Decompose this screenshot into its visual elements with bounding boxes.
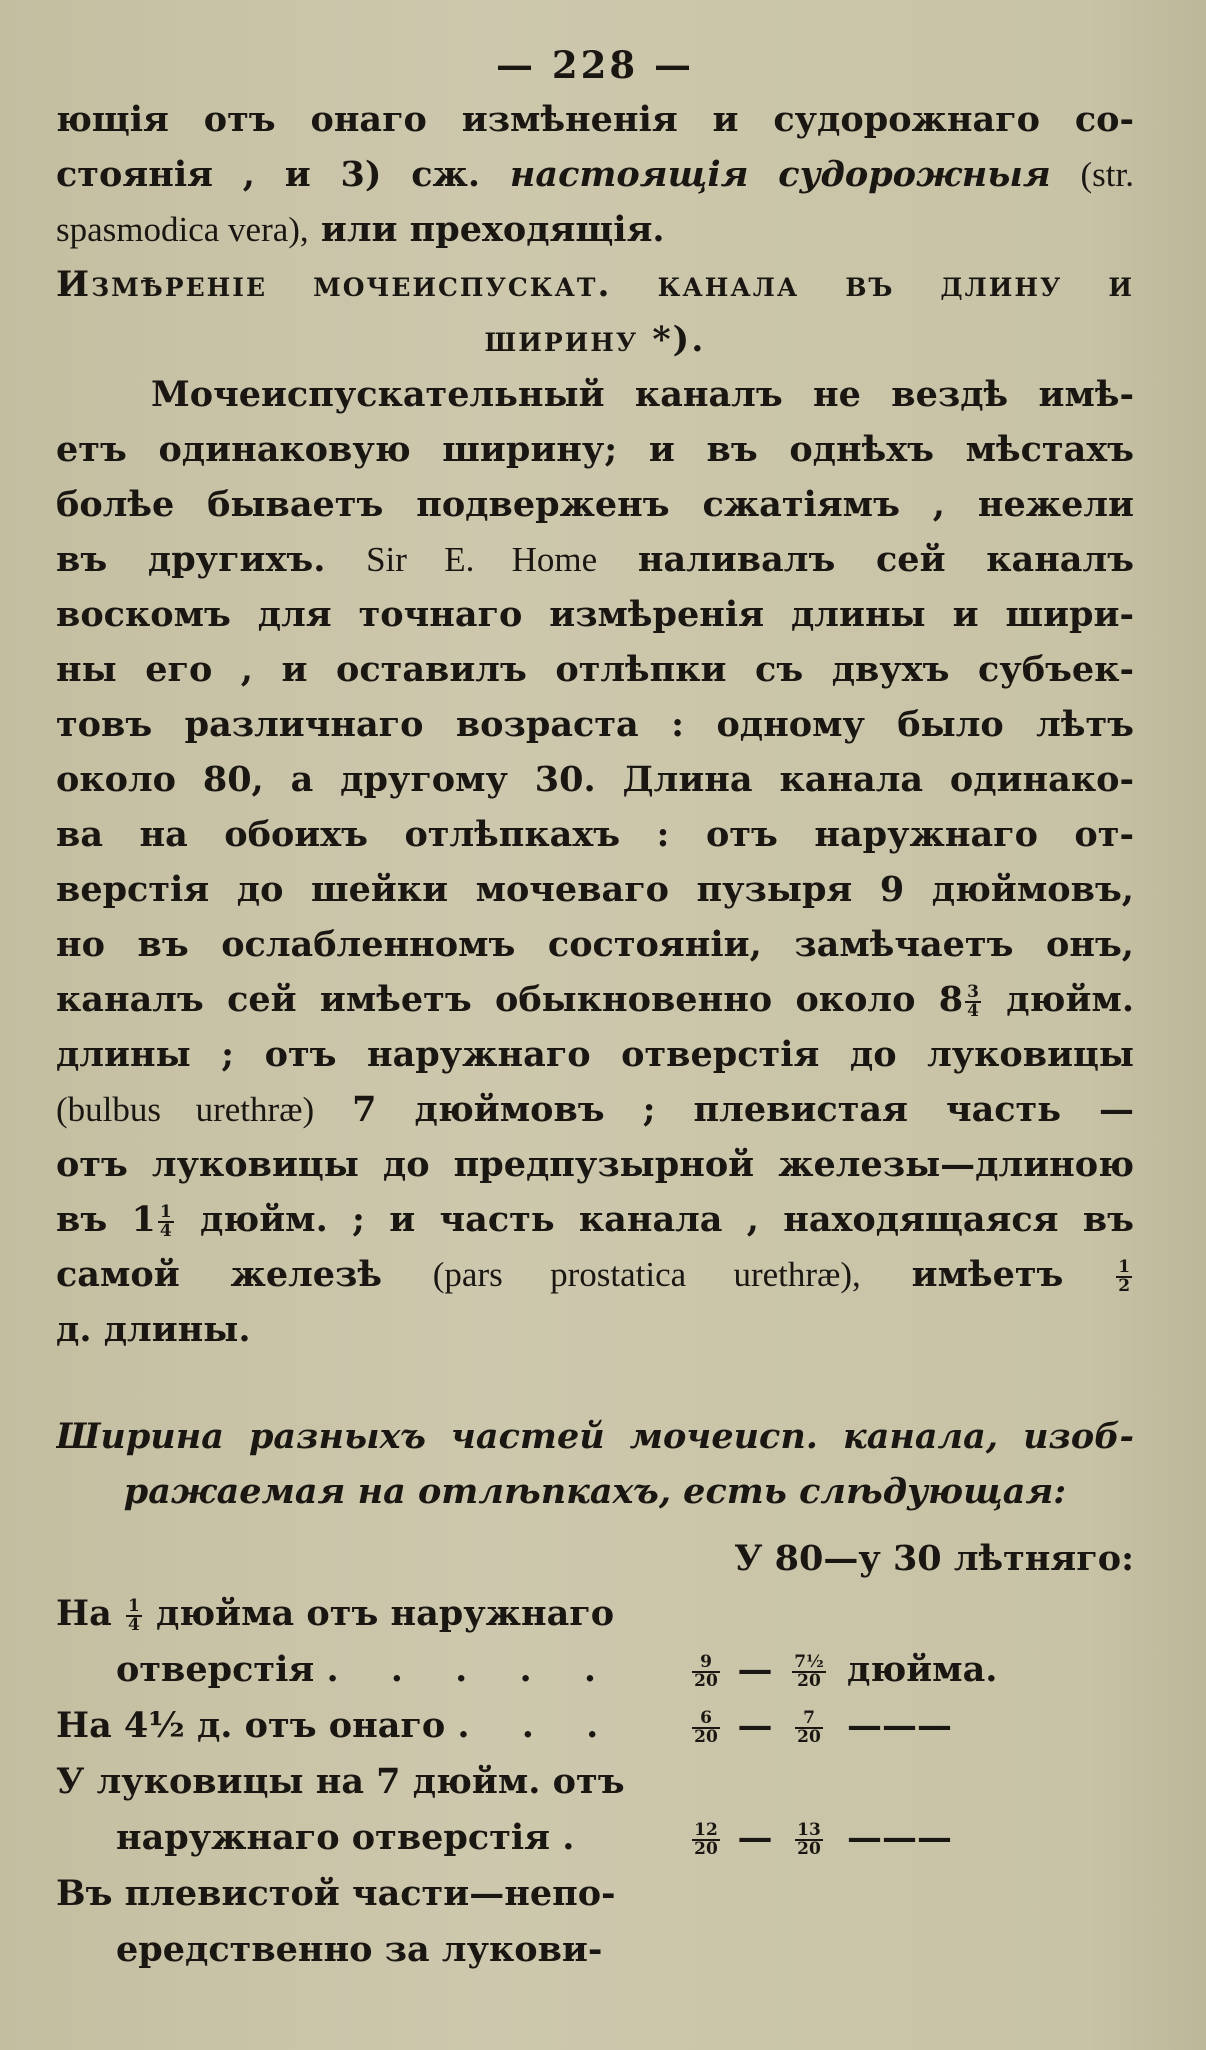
paragraph-line: ны его , и оставилъ отлѣпки съ двухъ субъек- xyxy=(56,649,1134,690)
paragraph-line: верстія до шейки мочеваго пузыря 9 дюймовъ, xyxy=(56,869,1134,910)
table-row xyxy=(56,1866,1134,1922)
row-label: отверстія . . . . . xyxy=(116,1649,617,1690)
row-label: наружнаго отверстія . xyxy=(116,1817,595,1858)
fraction: $\frac{3}{4}$ xyxy=(967,981,979,1021)
paragraph-line: самой железѣ (pars prostatica urethræ), имѣетъ $\frac{1}{2}$ xyxy=(56,1254,1131,1296)
paragraph-line: д. длины. xyxy=(56,1309,251,1350)
value-30: $\frac{\text{7½}}{20}$ xyxy=(794,1651,824,1691)
text-line: стоянія , и 3) сж. настоящія судорожныя (str. xyxy=(56,154,1134,195)
author-name: Sir E. Home xyxy=(366,540,598,579)
paragraph-line: въ 1 $\frac{1}{4}$ дюйм. ; и часть канала , находящаяся въ xyxy=(56,1199,1134,1241)
paragraph-line: воскомъ для точнаго измѣренія длины и шири- xyxy=(56,594,1134,635)
table-row xyxy=(56,1586,1134,1642)
latin-term: spasmodica vera), xyxy=(56,210,309,249)
table-row: На 4½ д. отъ онаго . . . $\frac{6}{20}$ — $\frac{7}{20}$ ——— xyxy=(56,1698,1134,1754)
table-column-header: У 80—у 30 лѣтняго: xyxy=(734,1538,1134,1579)
latin-term: (str. xyxy=(1080,155,1134,194)
paragraph-line: Мочеиспускательный каналъ не вездѣ имѣ- xyxy=(151,374,1134,415)
value-30: $\frac{7}{20}$ xyxy=(797,1707,821,1747)
row-label: У луковицы на 7 дюйм. отъ xyxy=(56,1761,625,1802)
paragraph-line: товъ различнаго возраста : одному было лѣтъ xyxy=(56,704,1134,745)
paragraph-line: каналъ сей имѣетъ обыкновенно около 8 $\frac{3}{4}$ дюйм. xyxy=(56,979,1134,1021)
table-row: наружнаго отверстія . $\frac{12}{20}$ — $\frac{13}{20}$ ——— xyxy=(56,1810,1134,1866)
unit: дюйма. xyxy=(847,1649,998,1690)
table-row xyxy=(56,1922,1134,1978)
unit: ——— xyxy=(847,1705,952,1746)
text-line: spasmodica vera), или преходящія. xyxy=(56,209,665,250)
unit: ——— xyxy=(847,1817,952,1858)
paragraph-line: длины ; отъ наружнаго отверстія до луковицы xyxy=(56,1034,1134,1075)
table-row: отверстія . . . . . $\frac{9}{20}$ — $\frac{\text{7½}}{20}$ дюйма. xyxy=(56,1642,1134,1698)
latin-term: (bulbus urethræ) xyxy=(56,1090,315,1129)
value-80: $\frac{9}{20}$ xyxy=(694,1651,718,1691)
paragraph-line: въ другихъ. Sir E. Home наливалъ сей каналъ xyxy=(56,539,1134,580)
fraction: $\frac{1}{4}$ xyxy=(127,1595,140,1635)
fraction: $\frac{1}{4}$ xyxy=(159,1201,172,1241)
paragraph-line: около 80, а другому 30. Длина канала одинако- xyxy=(56,759,1134,800)
page-number: — 228 — xyxy=(496,43,694,87)
row-label: На $\frac{1}{4}$ дюйма отъ наружнаго xyxy=(56,1593,615,1635)
paragraph-line: но въ ослабленномъ состояніи, замѣчаетъ онъ, xyxy=(56,924,1134,965)
value-30: $\frac{13}{20}$ xyxy=(797,1819,821,1859)
latin-term: (pars prostatica urethræ), xyxy=(432,1255,861,1294)
measurement-table xyxy=(56,1586,1134,1978)
section-heading: Измѣреніе мочеиспускат. канала въ длину и xyxy=(56,264,1134,305)
paragraph-line: болѣе бываетъ подверженъ сжатіямъ , нежели xyxy=(56,484,1134,525)
row-label: На 4½ д. отъ онаго . . . xyxy=(56,1705,619,1746)
paragraph-line: ва на обоихъ отлѣпкахъ : отъ наружнаго от- xyxy=(56,814,1134,855)
paragraph-line: (bulbus urethræ) 7 дюймовъ ; плевистая часть — xyxy=(56,1089,1134,1130)
value-80: $\frac{6}{20}$ xyxy=(694,1707,718,1747)
text-line: ющія отъ онаго измѣненія и судорожнаго со- xyxy=(56,99,1134,140)
section-heading-cont: ширину *). xyxy=(484,319,706,360)
subsection-heading: ражаемая на отлѣпкахъ, есть слѣдующая: xyxy=(123,1471,1067,1512)
subsection-heading: Ширина разныхъ частей мочеисп. канала, изоб- xyxy=(56,1416,1134,1457)
italic-term: настоящія судорожныя xyxy=(509,154,1051,195)
fraction: $\frac{1}{2}$ xyxy=(1118,1256,1131,1296)
row-label: ередственно за лукови- xyxy=(116,1929,603,1970)
paragraph-line: отъ луковицы до предпузырной железы—длиною xyxy=(56,1144,1134,1185)
paragraph-line: етъ одинаковую ширину; и въ однѣхъ мѣстахъ xyxy=(56,429,1134,470)
row-label: Въ плевистой части—непо- xyxy=(56,1873,616,1914)
table-row xyxy=(56,1754,1134,1810)
value-80: $\frac{12}{20}$ xyxy=(694,1819,718,1859)
